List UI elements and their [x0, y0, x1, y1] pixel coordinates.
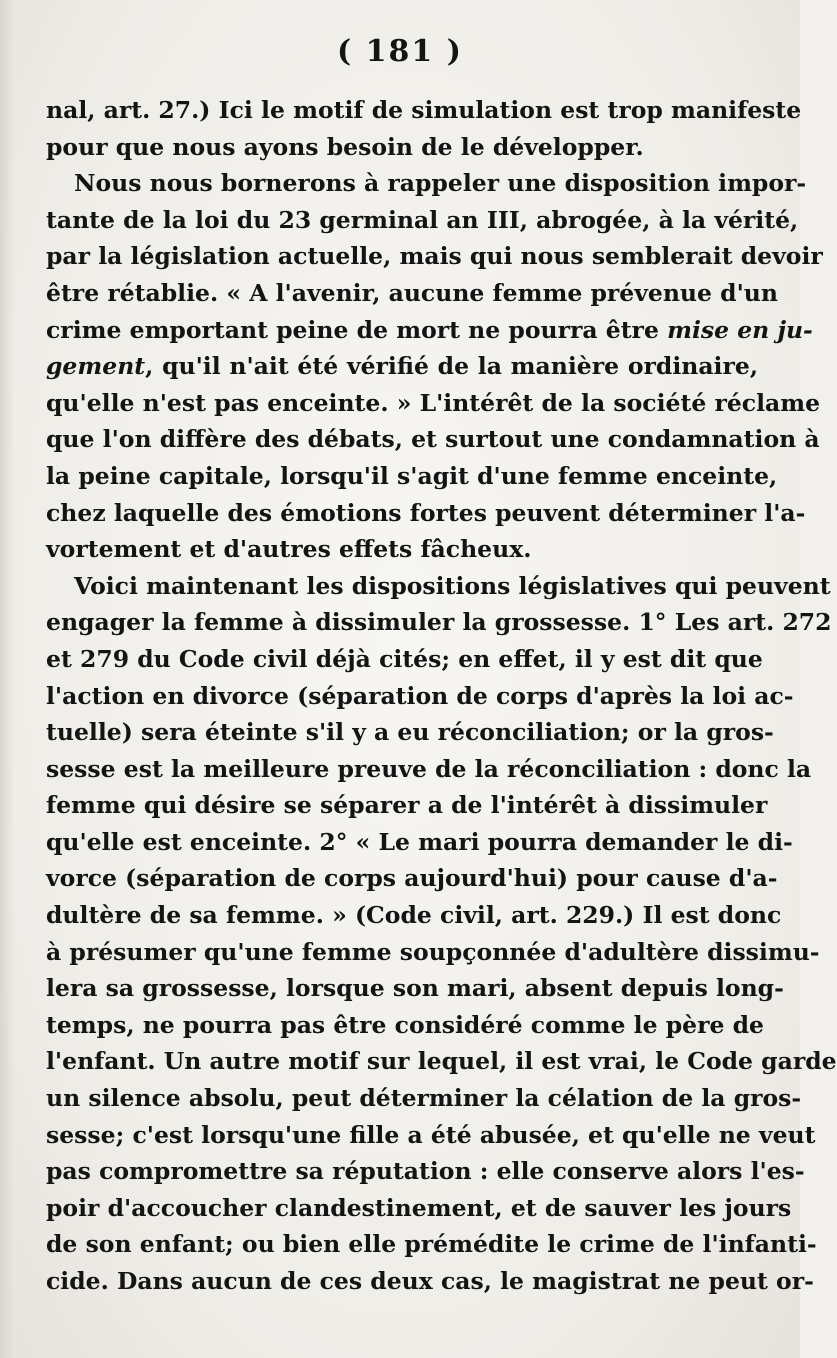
text-line: cide. Dans aucun de ces deux cas, le magistrat ne peut or-: [46, 1267, 814, 1295]
text-line: nal, art. 27.) Ici le motif de simulation est trop manifeste: [46, 96, 802, 124]
text-line: l'action en divorce (séparation de corps d'après la loi ac-: [46, 681, 794, 710]
page-edge-shadow: [0, 0, 14, 1358]
text-line: tante de la loi du 23 germinal an III, abrogée, à la vérité,: [46, 205, 799, 234]
text-line: être rétablie. « A l'avenir, aucune femme prévenue d'un: [46, 278, 778, 307]
text-line: Nous nous bornerons à rappeler une disposition impor-: [74, 169, 807, 198]
text-line: tuelle) sera éteinte s'il y a eu réconciliation; or la gros-: [46, 718, 774, 747]
italic-text: mise en ju-: [667, 315, 813, 344]
text-line: pas compromettre sa réputation : elle conserve alors l'es-: [46, 1157, 805, 1186]
text-line: gement, qu'il n'ait été vérifié de la manière ordinaire,: [46, 352, 758, 381]
text-line: par la législation actuelle, mais qui nous semblerait devoir: [46, 242, 823, 271]
text-line: qu'elle n'est pas enceinte. » L'intérêt de la société réclame: [46, 388, 821, 417]
text-line: à présumer qu'une femme soupçonnée d'adultère dissimu-: [46, 937, 820, 966]
text-line: sesse; c'est lorsqu'une fille a été abusée, et qu'elle ne veut: [46, 1120, 816, 1149]
text-line: vorce (séparation de corps aujourd'hui) pour cause d'a-: [46, 864, 778, 893]
text-line: et 279 du Code civil déjà cités; en effet, il y est dit que: [46, 644, 763, 673]
page-number: ( 181 ): [337, 34, 463, 69]
text-line: femme qui désire se séparer a de l'intérêt à dissimuler: [46, 791, 768, 820]
text-line: dultère de sa femme. » (Code civil, art. 229.) Il est donc: [46, 901, 782, 930]
text-line: de son enfant; ou bien elle prémédite le crime de l'infanti-: [46, 1230, 817, 1259]
text-line: Voici maintenant les dispositions législatives qui peuvent: [74, 571, 831, 600]
text-line: l'enfant. Un autre motif sur lequel, il est vrai, le Code garde: [46, 1047, 837, 1076]
text-line: que l'on diffère des débats, et surtout une condamnation à: [46, 425, 820, 454]
text-line: poir d'accoucher clandestinement, et de sauver les jours: [46, 1193, 792, 1222]
text-line: chez laquelle des émotions fortes peuvent déterminer l'a-: [46, 498, 806, 527]
text-line: sesse est la meilleure preuve de la réconciliation : donc la: [46, 754, 812, 783]
italic-text: gement: [46, 352, 146, 381]
text-line: lera sa grossesse, lorsque son mari, absent depuis long-: [46, 974, 784, 1003]
body-text: [46, 92, 837, 1300]
text-line: temps, ne pourra pas être considéré comme le père de: [46, 1010, 764, 1039]
text-line: qu'elle est enceinte. 2° « Le mari pourra demander le di-: [46, 827, 793, 856]
text-line: pour que nous ayons besoin de le développer.: [46, 132, 644, 161]
text-line: engager la femme à dissimuler la grossesse. 1° Les art. 272: [46, 608, 832, 637]
text-line: un silence absolu, peut déterminer la célation de la gros-: [46, 1084, 802, 1113]
text-line: la peine capitale, lorsqu'il s'agit d'une femme enceinte,: [46, 461, 778, 490]
text-line: crime emportant peine de mort ne pourra être mise en ju-: [46, 315, 813, 344]
text-line: vortement et d'autres effets fâcheux.: [46, 535, 532, 564]
